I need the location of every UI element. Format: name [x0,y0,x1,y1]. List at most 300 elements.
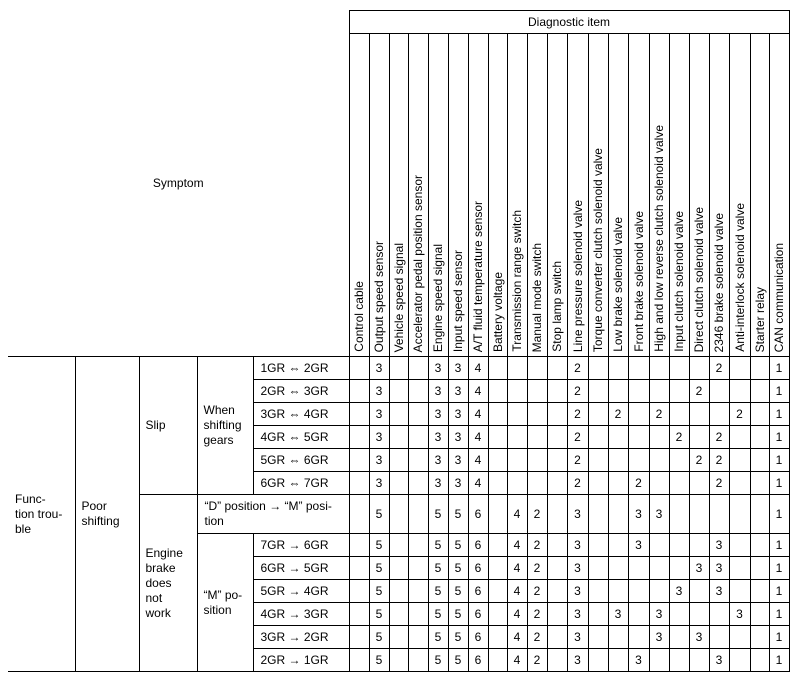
value-cell [527,426,547,449]
value-cell [669,403,689,426]
col-header-manual-mode-switch: Manual mode switch [527,34,547,357]
col-header-output-speed-sensor: Output speed sensor [369,34,389,357]
value-cell: 5 [448,557,468,580]
value-cell: 6 [468,557,488,580]
value-cell [588,603,608,626]
value-cell: 1 [769,626,789,649]
value-cell [389,649,408,672]
value-cell: 3 [448,380,468,403]
value-cell: 1 [769,403,789,426]
value-cell [408,426,428,449]
value-cell [608,357,628,380]
value-cell [669,495,689,534]
value-cell: 3 [567,557,588,580]
value-cell [408,649,428,672]
value-cell [689,472,709,495]
value-cell [488,426,507,449]
value-cell: 4 [507,580,527,603]
value-cell [547,403,567,426]
col-header-can-communication: CAN communication [769,34,789,357]
value-cell: 5 [448,603,468,626]
value-cell: 6 [468,603,488,626]
value-cell [349,380,369,403]
value-cell: 3 [448,357,468,380]
gear-shift-label: 6GR → 5GR [253,557,349,580]
value-cell: 3 [649,495,669,534]
value-cell [649,426,669,449]
value-cell [389,626,408,649]
value-cell: 5 [448,626,468,649]
value-cell [608,380,628,403]
value-cell [709,380,729,403]
value-cell [488,380,507,403]
slip-label: Slip [139,357,197,495]
value-cell [488,580,507,603]
value-cell: 3 [428,357,448,380]
category-function-trouble: Func- tion trou- ble [8,357,75,672]
value-cell: 3 [369,380,389,403]
value-cell [750,495,769,534]
value-cell: 1 [769,649,789,672]
value-cell [389,472,408,495]
value-cell [547,626,567,649]
value-cell [488,495,507,534]
value-cell: 2 [649,403,669,426]
value-cell [729,557,750,580]
value-cell [608,557,628,580]
value-cell [628,603,649,626]
value-cell: 1 [769,534,789,557]
col-header-line-pressure-solenoid-valve: Line pressure solenoid valve [567,34,588,357]
value-cell [709,495,729,534]
value-cell: 3 [709,580,729,603]
value-cell [608,449,628,472]
value-cell [349,449,369,472]
value-cell [689,534,709,557]
value-cell: 2 [669,426,689,449]
value-cell [488,449,507,472]
value-cell [488,626,507,649]
value-cell: 2 [567,449,588,472]
value-cell [729,580,750,603]
value-cell: 3 [567,626,588,649]
value-cell: 4 [507,534,527,557]
value-cell [649,534,669,557]
value-cell [588,580,608,603]
value-cell [389,357,408,380]
value-cell [608,495,628,534]
value-cell [669,357,689,380]
value-cell [750,472,769,495]
value-cell [628,403,649,426]
value-cell [709,403,729,426]
gear-shift-label: 5GR ⇔ 6GR [253,449,349,472]
value-cell: 2 [567,426,588,449]
value-cell: 4 [468,357,488,380]
value-cell [709,626,729,649]
value-cell [349,580,369,603]
value-cell: 3 [369,357,389,380]
col-header-engine-speed-signal: Engine speed signal [428,34,448,357]
gear-shift-label: 3GR ⇔ 4GR [253,403,349,426]
value-cell: 2 [527,580,547,603]
value-cell: 2 [567,380,588,403]
value-cell [750,357,769,380]
value-cell: 3 [689,626,709,649]
value-cell [628,449,649,472]
diagnostic-table [8,10,790,672]
value-cell [389,403,408,426]
value-cell [488,649,507,672]
value-cell [488,534,507,557]
table-body [8,357,789,672]
col-header-low-brake-solenoid-valve: Low brake solenoid valve [608,34,628,357]
value-cell [488,403,507,426]
col-header-input-clutch-solenoid-valve: Input clutch solenoid valve [669,34,689,357]
value-cell: 5 [428,580,448,603]
value-cell: 5 [448,580,468,603]
value-cell [649,380,669,403]
value-cell [750,403,769,426]
value-cell [349,603,369,626]
value-cell [628,357,649,380]
value-cell [507,380,527,403]
value-cell [628,380,649,403]
col-header-starter-relay: Starter relay [750,34,769,357]
value-cell: 3 [567,603,588,626]
value-cell [527,403,547,426]
value-cell [689,403,709,426]
value-cell: 3 [448,449,468,472]
value-cell: 3 [709,557,729,580]
value-cell [488,472,507,495]
value-cell [669,626,689,649]
value-cell [669,534,689,557]
value-cell [408,380,428,403]
table-row [8,357,789,380]
value-cell: 3 [649,603,669,626]
value-cell: 5 [369,580,389,603]
col-header-2346-brake-solenoid-valve: 2346 brake solenoid valve [709,34,729,357]
value-cell: 3 [428,380,448,403]
value-cell [507,472,527,495]
value-cell [628,626,649,649]
value-cell [729,534,750,557]
value-cell: 3 [428,426,448,449]
value-cell: 3 [369,472,389,495]
d-to-m-position-label: “D” position → “M” posi- tion [197,495,349,534]
value-cell: 5 [448,649,468,672]
gear-shift-label: 2GR ⇔ 3GR [253,380,349,403]
value-cell [527,449,547,472]
value-cell [389,603,408,626]
value-cell [669,603,689,626]
value-cell [527,380,547,403]
value-cell: 3 [709,649,729,672]
value-cell: 4 [507,603,527,626]
value-cell [588,472,608,495]
diagnostic-item-header: Diagnostic item [349,11,789,34]
value-cell [669,557,689,580]
col-header-front-brake-solenoid-valve: Front brake solenoid valve [628,34,649,357]
value-cell: 2 [709,472,729,495]
value-cell [349,534,369,557]
value-cell: 3 [628,534,649,557]
value-cell [507,449,527,472]
value-cell: 2 [628,472,649,495]
value-cell: 2 [689,380,709,403]
value-cell [709,603,729,626]
value-cell [547,495,567,534]
value-cell: 5 [428,495,448,534]
value-cell: 2 [709,426,729,449]
value-cell [729,449,750,472]
value-cell: 1 [769,357,789,380]
value-cell [349,357,369,380]
value-cell [389,557,408,580]
value-cell: 5 [369,557,389,580]
value-cell [750,603,769,626]
value-cell [507,403,527,426]
value-cell: 1 [769,426,789,449]
value-cell [408,626,428,649]
value-cell [547,580,567,603]
gear-shift-label: 6GR ⇔ 7GR [253,472,349,495]
value-cell: 3 [428,472,448,495]
value-cell: 3 [669,580,689,603]
value-cell: 1 [769,495,789,534]
gear-shift-label: 5GR → 4GR [253,580,349,603]
value-cell [750,426,769,449]
value-cell [729,649,750,672]
value-cell: 3 [369,426,389,449]
value-cell: 3 [709,534,729,557]
col-header-accelerator-pedal-position-sensor: Accelerator pedal position sensor [408,34,428,357]
m-position-label: “M” po- sition [197,534,253,672]
value-cell [750,580,769,603]
gear-shift-label: 7GR → 6GR [253,534,349,557]
value-cell [689,580,709,603]
engine-brake-not-work-label: Engine brake does not work [139,495,197,672]
value-cell [588,534,608,557]
value-cell [349,557,369,580]
value-cell: 4 [468,380,488,403]
value-cell [408,534,428,557]
value-cell: 6 [468,534,488,557]
value-cell [408,495,428,534]
value-cell [507,357,527,380]
value-cell [349,495,369,534]
value-cell [669,472,689,495]
value-cell [588,357,608,380]
value-cell [408,557,428,580]
value-cell [349,472,369,495]
value-cell: 1 [769,580,789,603]
col-header-battery-voltage: Battery voltage [488,34,507,357]
value-cell [527,472,547,495]
value-cell: 4 [468,426,488,449]
value-cell: 3 [567,534,588,557]
value-cell: 3 [689,557,709,580]
value-cell [547,380,567,403]
value-cell [588,626,608,649]
value-cell: 5 [369,534,389,557]
symptom-header: Symptom [8,11,349,357]
value-cell: 4 [507,495,527,534]
value-cell [729,357,750,380]
value-cell: 2 [527,557,547,580]
value-cell [608,472,628,495]
value-cell [608,534,628,557]
value-cell [588,649,608,672]
value-cell [750,380,769,403]
value-cell [588,495,608,534]
value-cell: 3 [628,649,649,672]
value-cell: 2 [527,495,547,534]
value-cell: 5 [448,534,468,557]
value-cell: 3 [628,495,649,534]
value-cell [408,603,428,626]
value-cell [547,449,567,472]
value-cell [608,580,628,603]
value-cell [349,426,369,449]
value-cell: 4 [468,403,488,426]
col-header-direct-clutch-solenoid-valve: Direct clutch solenoid valve [689,34,709,357]
value-cell: 1 [769,380,789,403]
value-cell [547,603,567,626]
value-cell [588,449,608,472]
value-cell: 4 [507,649,527,672]
value-cell [488,357,507,380]
value-cell [649,557,669,580]
gear-shift-label: 1GR ⇔ 2GR [253,357,349,380]
value-cell: 5 [369,495,389,534]
value-cell: 5 [428,626,448,649]
col-header-high-low-reverse-clutch-solenoid-valve: High and low reverse clutch solenoid valve [649,34,669,357]
value-cell: 6 [468,626,488,649]
value-cell: 6 [468,580,488,603]
gear-shift-label: 2GR → 1GR [253,649,349,672]
value-cell: 6 [468,495,488,534]
value-cell: 5 [428,534,448,557]
value-cell: 3 [428,403,448,426]
value-cell [729,626,750,649]
value-cell: 3 [369,403,389,426]
value-cell: 3 [649,626,669,649]
value-cell: 3 [567,649,588,672]
value-cell [408,449,428,472]
gear-shift-label: 3GR → 2GR [253,626,349,649]
gear-shift-label: 4GR ⇔ 5GR [253,426,349,449]
value-cell [389,495,408,534]
value-cell: 4 [507,626,527,649]
value-cell [349,649,369,672]
value-cell: 4 [468,472,488,495]
value-cell: 4 [507,557,527,580]
value-cell [669,649,689,672]
value-cell: 2 [729,403,750,426]
value-cell [729,380,750,403]
value-cell: 2 [567,403,588,426]
value-cell [547,649,567,672]
value-cell: 2 [527,649,547,672]
value-cell: 3 [448,403,468,426]
value-cell [408,357,428,380]
value-cell: 1 [769,603,789,626]
value-cell [349,626,369,649]
value-cell: 3 [729,603,750,626]
value-cell [649,580,669,603]
value-cell [649,449,669,472]
value-cell [488,557,507,580]
when-shifting-gears-label: When shifting gears [197,357,253,495]
col-header-input-speed-sensor: Input speed sensor [448,34,468,357]
value-cell [669,449,689,472]
value-cell: 5 [369,626,389,649]
value-cell [750,534,769,557]
value-cell [608,649,628,672]
value-cell [689,649,709,672]
col-header-stop-lamp-switch: Stop lamp switch [547,34,567,357]
value-cell [588,426,608,449]
value-cell [547,557,567,580]
value-cell [488,603,507,626]
gear-shift-label: 4GR → 3GR [253,603,349,626]
col-header-vehicle-speed-signal: Vehicle speed signal [389,34,408,357]
col-header-at-fluid-temperature-sensor: A/T fluid temperature sensor [468,34,488,357]
value-cell: 3 [608,603,628,626]
value-cell [729,495,750,534]
value-cell: 2 [567,357,588,380]
value-cell [588,557,608,580]
value-cell [689,603,709,626]
value-cell [689,426,709,449]
value-cell [628,426,649,449]
value-cell: 5 [369,649,389,672]
value-cell: 2 [709,357,729,380]
value-cell: 2 [709,449,729,472]
value-cell [389,449,408,472]
value-cell: 2 [689,449,709,472]
value-cell: 3 [428,449,448,472]
value-cell: 5 [428,557,448,580]
col-header-transmission-range-switch: Transmission range switch [507,34,527,357]
value-cell: 2 [608,403,628,426]
value-cell: 1 [769,557,789,580]
value-cell [689,495,709,534]
value-cell [389,426,408,449]
value-cell [389,380,408,403]
value-cell [750,557,769,580]
value-cell: 2 [527,534,547,557]
value-cell: 3 [567,580,588,603]
value-cell [649,649,669,672]
value-cell [729,426,750,449]
value-cell [547,426,567,449]
value-cell: 1 [769,449,789,472]
value-cell [608,426,628,449]
value-cell [547,357,567,380]
value-cell [349,403,369,426]
value-cell [527,357,547,380]
value-cell: 5 [369,603,389,626]
value-cell [628,557,649,580]
col-header-control-cable: Control cable [349,34,369,357]
value-cell [750,649,769,672]
value-cell [588,403,608,426]
value-cell [729,472,750,495]
value-cell [669,380,689,403]
